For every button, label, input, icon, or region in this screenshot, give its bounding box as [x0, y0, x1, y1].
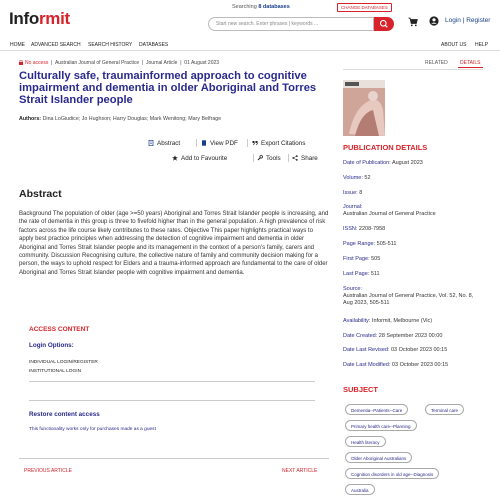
subject-chip[interactable]: Older Aboriginal Australians — [345, 452, 412, 463]
subject-chip[interactable]: Health literacy — [345, 436, 386, 447]
journal-name[interactable]: Australian Journal of General Practice — [54, 60, 140, 66]
individual-login-link[interactable]: INDIVIDUAL LOGIN/REGISTER — [29, 360, 98, 365]
volume: Volume: 52 — [343, 175, 371, 181]
date-last-revised: Date Last Revised: 03 October 2023 00:15 — [343, 347, 448, 353]
last-page: Last Page: 511 — [343, 271, 380, 277]
search-icon — [374, 17, 394, 31]
login-register-link[interactable]: Login | Register — [445, 17, 491, 24]
date-of-publication: Date of Publication: August 2023 — [343, 160, 423, 166]
tab-details[interactable]: DETAILS — [460, 60, 481, 66]
wrench-icon — [257, 155, 263, 161]
availability: Availability: Informit, Melbourne (Vic) — [343, 318, 433, 324]
journal-label: Journal: — [343, 204, 363, 210]
divider — [343, 69, 483, 70]
informit-logo[interactable]: Informit — [9, 9, 70, 28]
divider — [19, 458, 329, 459]
add-to-favourite-action[interactable]: Add to Favourite — [172, 155, 227, 162]
issn: ISSN: 2208-7958 — [343, 226, 386, 232]
search-button[interactable] — [374, 17, 394, 31]
subject-chip[interactable]: Primary health care--Planning — [345, 420, 417, 431]
lock-icon — [19, 60, 23, 65]
nav-help[interactable]: HELP — [475, 42, 489, 48]
document-icon — [148, 140, 154, 146]
quote-icon — [252, 140, 258, 146]
article-title: Culturally safe, traumainformed approach to cognitive impairment and dementia in older Aboriginal and Torres Strait Islander people — [19, 70, 317, 106]
change-databases-button[interactable]: CHANGE DATABASES — [337, 3, 392, 12]
publication-details-heading: PUBLICATION DETAILS — [343, 143, 428, 152]
tab-related[interactable]: RELATED — [425, 60, 448, 66]
search-input[interactable]: Start new search. Enter phrases | keywords ... — [208, 17, 374, 31]
share-icon — [292, 155, 298, 161]
divider — [29, 381, 315, 382]
nav-search-history[interactable]: SEARCH HISTORY — [88, 42, 133, 48]
login-options-heading: Login Options: — [29, 342, 74, 349]
article-type: Journal Article — [146, 60, 178, 66]
article-meta: No access | Australian Journal of General Practice | Journal Article | 01 August 2023 — [19, 60, 219, 66]
divider — [29, 400, 315, 401]
institutional-login-link[interactable]: INSTITUTIONAL LOGIN — [29, 369, 82, 374]
subject-chip[interactable]: Australia — [345, 484, 375, 495]
user-icon[interactable] — [429, 16, 439, 26]
abstract-text: Background The population of older (age >=50 years) Aboriginal and Torres Strait Islander people is increasing, and the rate of dementia in this group is three to fivefold higher than in the general population. A high prevalence of risk factors across the life course likely contributes to these rates. Objective This paper highlights practical ways to apply best practice principles when addressing the detection of cognitive impairment and dementia in older Aboriginal and Torres Strait Islander people and its management in the context of a person's family, carers and community. Discussion Recognising culture, the collective nature of family and community decision making for a person, the ways to uphold respect for Elders and a trauma-informed approach are fundamental to the care of older Aboriginal and Torres Strait Islander people with cognitive impairment and dementia. — [19, 211, 329, 276]
cover-illustration — [343, 80, 385, 136]
previous-article-link[interactable]: PREVIOUS ARTICLE — [24, 468, 72, 474]
date-created: Date Created: 28 September 2023 00:00 — [343, 333, 443, 339]
restore-access-heading: Restore content access — [29, 411, 100, 418]
abstract-heading: Abstract — [19, 188, 62, 200]
nav-home[interactable]: HOME — [10, 42, 25, 48]
next-article-link[interactable]: NEXT ARTICLE — [282, 468, 318, 474]
share-action[interactable]: Share — [292, 155, 318, 162]
view-pdf-action[interactable]: View PDF — [201, 140, 238, 147]
site-header — [0, 0, 500, 38]
nav-about-us[interactable]: ABOUT US — [441, 42, 467, 48]
subject-heading: SUBJECT — [343, 385, 379, 394]
active-tab-indicator — [458, 67, 483, 68]
nav-databases[interactable]: DATABASES — [139, 42, 169, 48]
restore-access-note: This functionality works only for purchases made as a guest — [29, 427, 156, 432]
divider — [253, 154, 254, 162]
abstract-action[interactable]: Abstract — [148, 140, 180, 147]
source-value: Australian Journal of General Practice, Vol. 52, No. 8, Aug 2023, 505-511 — [343, 293, 474, 306]
journal-cover-image — [343, 80, 385, 136]
star-icon — [172, 155, 178, 161]
subject-chip[interactable]: Cognition disorders in old age--Diagnosis — [345, 468, 439, 479]
source-label: Source: — [343, 286, 362, 292]
subject-chip[interactable]: Terminal care — [425, 404, 464, 415]
divider — [247, 139, 248, 147]
tools-action[interactable]: Tools — [257, 155, 281, 162]
access-status: No access — [25, 60, 49, 66]
author-list[interactable]: Dina LoGiudice; Jo Hughson; Harry Douglas; Mark Wenitong; Mary Belfrage — [42, 116, 222, 122]
date-last-modified: Date Last Modified: 03 October 2023 00:15 — [343, 362, 449, 368]
divider — [288, 154, 289, 162]
searching-databases-label: Searching 8 databases — [232, 4, 290, 10]
page-range: Page Range: 505-511 — [343, 241, 397, 247]
authors: Authors: Dina LoGiudice; Jo Hughson; Harry Douglas; Mark Wenitong; Mary Belfrage — [19, 116, 222, 122]
pdf-icon — [201, 140, 207, 146]
journal-value[interactable]: Australian Journal of General Practice — [343, 211, 436, 217]
subject-chip[interactable]: Dementia--Patients--Care — [345, 404, 408, 415]
main-nav — [0, 39, 500, 51]
issue: Issue: 8 — [343, 190, 363, 196]
divider — [196, 139, 197, 147]
cart-icon[interactable] — [408, 17, 418, 27]
article-date: 01 August 2023 — [184, 60, 220, 66]
first-page: First Page: 505 — [343, 256, 381, 262]
nav-advanced-search[interactable]: ADVANCED SEARCH — [31, 42, 81, 48]
export-citations-action[interactable]: Export Citations — [252, 140, 305, 147]
access-content-heading: ACCESS CONTENT — [29, 326, 90, 333]
